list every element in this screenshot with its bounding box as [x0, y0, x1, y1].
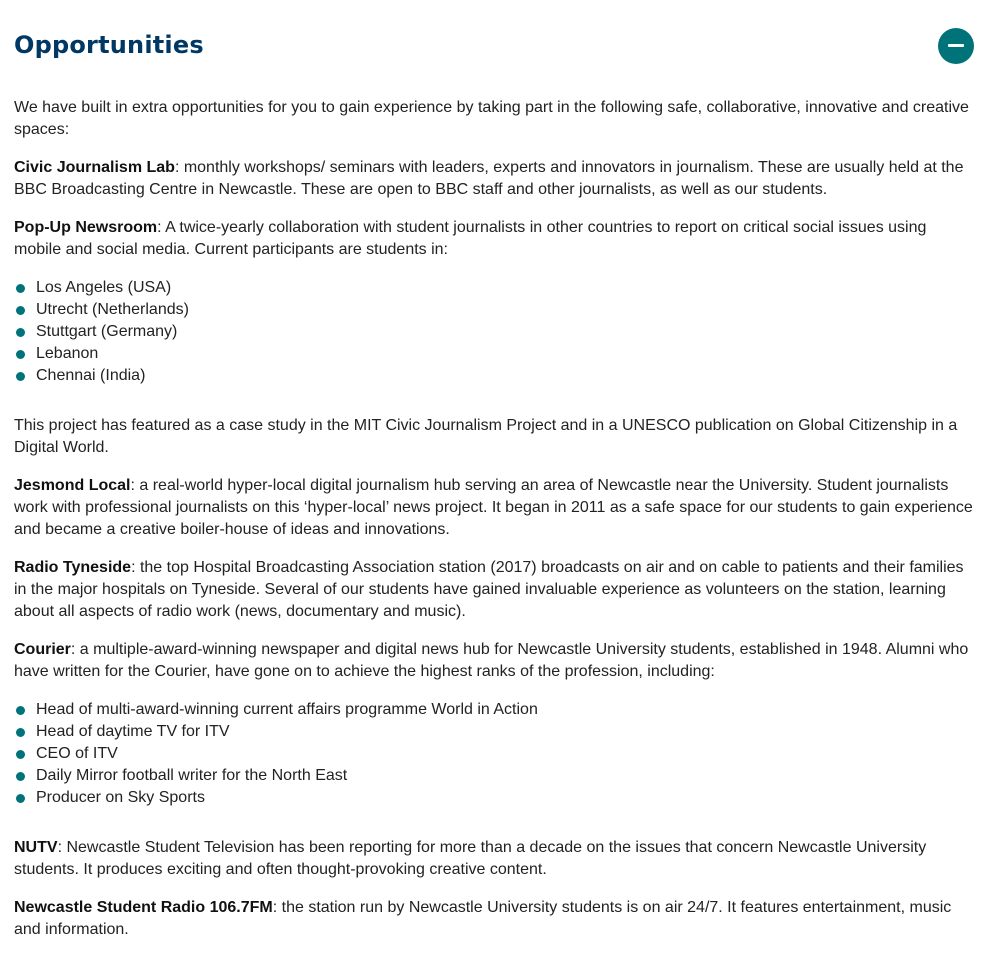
- alumni-label: Head of daytime TV for ITV: [36, 723, 230, 740]
- location-label: Chennai (India): [36, 367, 146, 384]
- popup-newsroom-paragraph: [14, 217, 976, 261]
- bullet-icon: [16, 284, 25, 293]
- bullet-icon: [16, 328, 25, 337]
- bullet-icon: [16, 728, 25, 737]
- courier-name: Courier: [14, 641, 71, 658]
- alumni-label: Producer on Sky Sports: [36, 789, 205, 806]
- bullet-icon: [16, 750, 25, 759]
- bullet-icon: [16, 794, 25, 803]
- bullet-icon: [16, 306, 25, 315]
- list-item: [14, 343, 976, 365]
- bullet-icon: [16, 706, 25, 715]
- location-label: Los Angeles (USA): [36, 279, 172, 296]
- bullet-icon: [16, 772, 25, 781]
- list-item: [14, 787, 976, 809]
- alumni-list: [14, 699, 976, 809]
- list-item: [14, 321, 976, 343]
- list-item: [14, 277, 976, 299]
- collapse-toggle-button[interactable]: [938, 28, 974, 64]
- civic-lab-text: : monthly workshops/ seminars with leaders, experts and innovators in journalism. These are usually held at the BBC Broadcasting Centre in Newcastle. These are open to BBC staff and other journalists, as well as our students.: [14, 159, 964, 198]
- student-radio-text: : the station run by Newcastle University students is on air 24/7. It features entertainment, music and information.: [14, 899, 952, 938]
- jesmond-local-text: : a real-world hyper-local digital journalism hub serving an area of Newcastle near the University. Student journalists work with professional journalists on this ‘hyper-local’ news project. It began in 2011 as a safe space for our students to gain experience and became a creative boiler-house of ideas and innovations.: [14, 477, 973, 538]
- bullet-icon: [16, 372, 25, 381]
- case-study-paragraph: This project has featured as a case study in the MIT Civic Journalism Project and in a UNESCO publication on Global Citizenship in a Digital World.: [14, 417, 958, 456]
- courier-text: : a multiple-award-winning newspaper and digital news hub for Newcastle University students, established in 1948. Alumni who have written for the Courier, have gone on to achieve the highest ranks of the profession, including:: [14, 641, 969, 680]
- section-content: [14, 97, 976, 957]
- list-item: [14, 365, 976, 387]
- location-label: Lebanon: [36, 345, 99, 362]
- list-item: [14, 743, 976, 765]
- bullet-icon: [16, 350, 25, 359]
- alumni-label: CEO of ITV: [36, 745, 118, 762]
- nutv-paragraph: [14, 837, 976, 881]
- section-header: [14, 28, 976, 64]
- location-label: Utrecht (Netherlands): [36, 301, 189, 318]
- list-item: [14, 699, 976, 721]
- locations-list: [14, 277, 976, 387]
- civic-lab-paragraph: [14, 157, 976, 201]
- location-label: Stuttgart (Germany): [36, 323, 178, 340]
- section-title: Opportunities: [14, 31, 204, 59]
- popup-newsroom-name: Pop-Up Newsroom: [14, 219, 158, 236]
- jesmond-local-paragraph: [14, 475, 976, 541]
- alumni-label: Head of multi-award-winning current affairs programme World in Action: [36, 701, 538, 718]
- nutv-text: : Newcastle Student Television has been reporting for more than a decade on the issues that concern Newcastle University students. It produces exciting and often thought-provoking creative content.: [14, 839, 927, 878]
- student-radio-name: Newcastle Student Radio 106.7FM: [14, 899, 273, 916]
- radio-tyneside-paragraph: [14, 557, 976, 623]
- popup-newsroom-text: : A twice-yearly collaboration with student journalists in other countries to report on critical social issues using mobile and social media. Current participants are students in:: [14, 219, 927, 258]
- list-item: [14, 765, 976, 787]
- intro-paragraph: We have built in extra opportunities for you to gain experience by taking part in the following safe, collaborative, innovative and creative spaces:: [14, 99, 969, 138]
- student-radio-paragraph: [14, 897, 976, 941]
- list-item: [14, 299, 976, 321]
- civic-lab-name: Civic Journalism Lab: [14, 159, 175, 176]
- radio-tyneside-text: : the top Hospital Broadcasting Association station (2017) broadcasts on air and on cable to patients and their families in the major hospitals on Tyneside. Several of our students have gained invaluable experience as volunteers on the station, learning about all aspects of radio work (news, documentary and music).: [14, 559, 964, 620]
- courier-paragraph: [14, 639, 976, 683]
- alumni-label: Daily Mirror football writer for the North East: [36, 767, 348, 784]
- list-item: [14, 721, 976, 743]
- nutv-name: NUTV: [14, 839, 58, 856]
- radio-tyneside-name: Radio Tyneside: [14, 559, 132, 576]
- minus-icon: [948, 44, 964, 47]
- jesmond-local-name: Jesmond Local: [14, 477, 131, 494]
